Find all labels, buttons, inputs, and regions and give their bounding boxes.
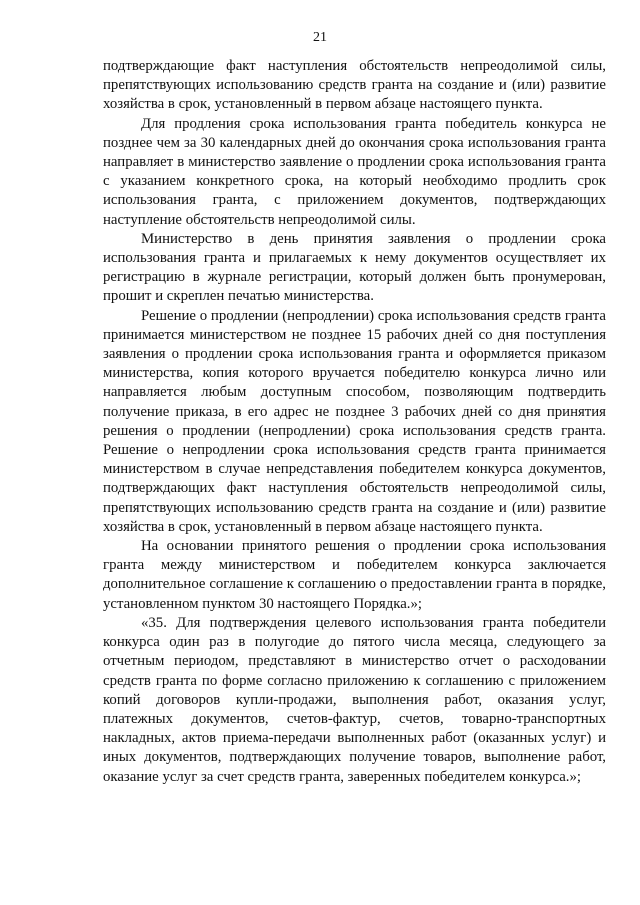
- paragraph-extension-decision: Решение о продлении (непродлении) срока использования средств гранта принимается министерством не позднее 15 рабочих дней со дня поступления заявления о продлении срока использования гранта и оформляется приказом министерства, копия которого вручается победителю конкурса лично или направляется любым доступным способом, позволяющим подтвердить получение приказа, в его адрес не позднее 3 рабочих дней со дня принятия решения о продлении (непродлении) срока использования средств гранта. Решение о непродлении срока использования средств гранта принимается министерством в случае непредставления победителем конкурса документов, подтверждающих факт наступления обстоятельств непреодолимой силы, препятствующих использованию средств гранта на создание и (или) развитие хозяйства в срок, установленный в первом абзаце настоящего пункта.: [103, 307, 606, 535]
- paragraph-clause-35-reporting: «35. Для подтверждения целевого использования гранта победители конкурса один раз в полугодие до пятого числа месяца, следующего за отчетным периодом, представляют в министерство отчет о расходовании средств гранта по форме согласно приложению к соглашению с приложением копий договоров купли-продажи, выполнения работ, оказания услуг, платежных документов, счетов-фактур, счетов, товарно-транспортных накладных, актов приема-передачи выполненных работ (оказанных услуг) и иных документов, подтверждающих получение товаров, выполнение работ, оказание услуг за счет средств гранта, заверенных победителем конкурса.»;: [103, 614, 606, 785]
- page-number: 21: [313, 30, 327, 45]
- paragraph-grant-extension-request: Для продления срока использования гранта победитель конкурса не позднее чем за 30 календарных дней до окончания срока использования гранта направляет в министерство заявление о продлении срока использования гранта с указанием конкретного срока, на который необходимо продлить срок использования гранта, с приложением документов, подтверждающих наступление обстоятельств непреодолимой силы.: [103, 115, 606, 228]
- paragraph-additional-agreement: На основании принятого решения о продлении срока использования гранта между министерством и победителем конкурса заключается дополнительное соглашение к соглашению о предоставлении гранта в порядке, установленном пунктом 30 настоящего Порядка.»;: [103, 538, 606, 612]
- paragraph-continuation: подтверждающие факт наступления обстоятельств непреодолимой силы, препятствующих использованию средств гранта на создание и (или) развитие хозяйства в срок, установленный в первом абзаце настоящего пункта.: [103, 58, 606, 113]
- document-body: [103, 57, 606, 787]
- paragraph-application-registration: Министерство в день принятия заявления о продлении срока использования гранта и прилагаемых к нему документов осуществляет их регистрацию в журнале регистрации, который должен быть пронумерован, прошит и скреплен печатью министерства.: [103, 230, 606, 305]
